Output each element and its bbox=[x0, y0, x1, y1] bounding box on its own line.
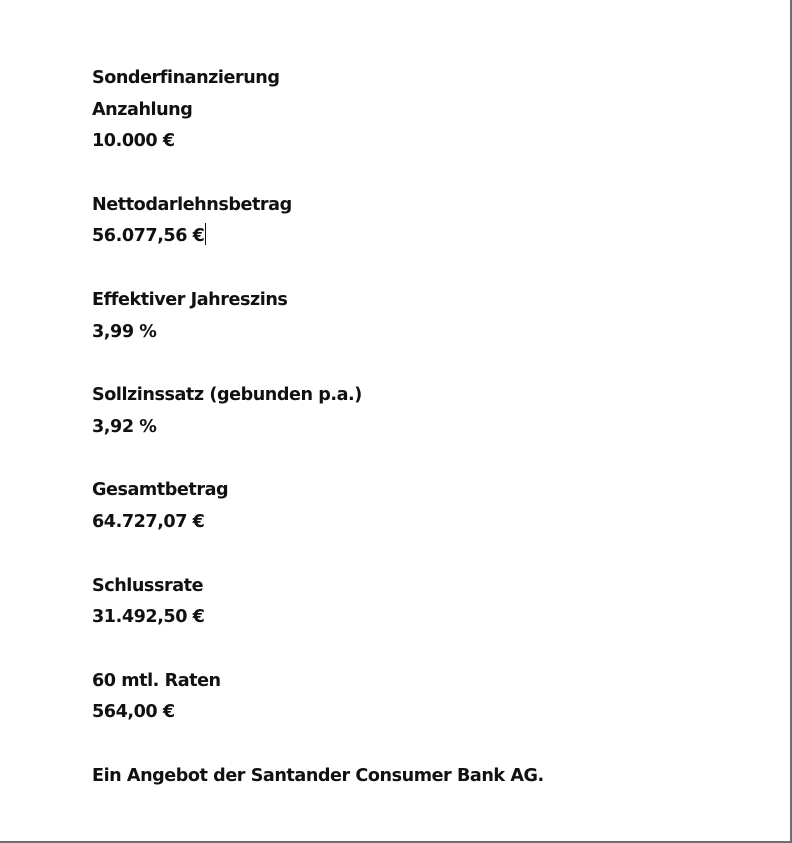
spacer bbox=[92, 539, 732, 571]
offer-footer: Ein Angebot der Santander Consumer Bank AG. bbox=[92, 765, 544, 786]
monthly-installments-value: 564,00 € bbox=[92, 702, 175, 723]
document-body[interactable] bbox=[92, 63, 732, 793]
net-loan-label: Nettodarlehnsbetrag bbox=[92, 194, 292, 215]
spacer bbox=[92, 253, 732, 285]
total-amount-label: Gesamtbetrag bbox=[92, 480, 229, 501]
final-installment-value: 31.492,50 € bbox=[92, 607, 205, 628]
downpayment-value: 10.000 € bbox=[92, 131, 175, 152]
monthly-installments-label: 60 mtl. Raten bbox=[92, 670, 221, 691]
effective-rate-label: Effektiver Jahreszins bbox=[92, 289, 288, 310]
spacer bbox=[92, 443, 732, 475]
effective-rate-value: 3,99 % bbox=[92, 321, 157, 342]
net-loan-block bbox=[92, 190, 732, 253]
total-amount-block bbox=[92, 475, 732, 538]
net-loan-line bbox=[92, 221, 732, 253]
text-cursor bbox=[205, 223, 206, 245]
final-installment-block bbox=[92, 571, 732, 634]
spacer bbox=[92, 158, 732, 190]
net-loan-value: 56.077,56 € bbox=[92, 226, 205, 247]
final-installment-label: Schlussrate bbox=[92, 575, 204, 596]
borrowing-rate-label: Sollzinssatz (gebunden p.a.) bbox=[92, 385, 362, 406]
document-title: Sonderfinanzierung bbox=[92, 68, 280, 88]
effective-rate-block bbox=[92, 285, 732, 348]
monthly-installments-block bbox=[92, 666, 732, 729]
spacer bbox=[92, 634, 732, 666]
total-amount-value: 64.727,07 € bbox=[92, 511, 205, 532]
header-block bbox=[92, 63, 732, 158]
borrowing-rate-block bbox=[92, 380, 732, 443]
downpayment-label: Anzahlung bbox=[92, 99, 193, 120]
spacer bbox=[92, 729, 732, 761]
spacer bbox=[92, 348, 732, 380]
borrowing-rate-value: 3,92 % bbox=[92, 416, 157, 437]
